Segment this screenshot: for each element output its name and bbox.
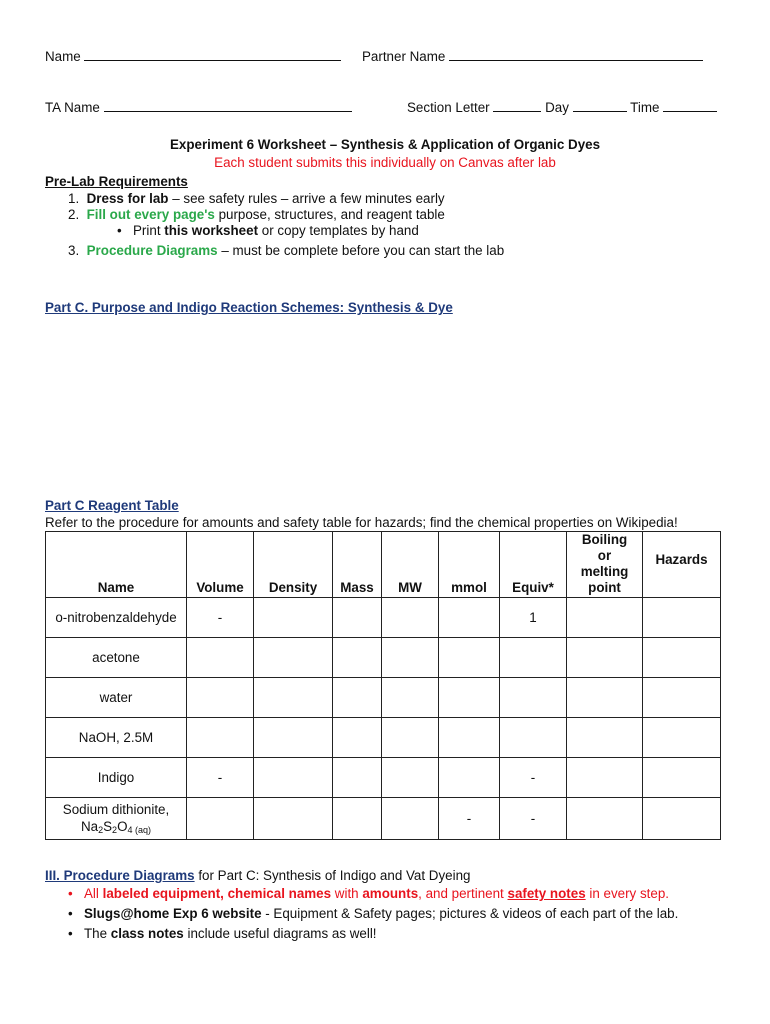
bullet-text: The [84,926,111,941]
col-mw: MW [382,532,439,598]
ta-name-label: TA Name [45,100,100,115]
cell-density[interactable] [254,598,333,638]
cell-mass[interactable] [333,638,382,678]
bullet-text: include useful diagrams as well! [183,926,377,941]
procedure-bullet-1 [68,886,669,901]
prelab-item-3 [68,243,504,258]
col-bp-line4: point [588,580,621,595]
cell-bp[interactable] [567,678,643,718]
cell-bp[interactable] [567,598,643,638]
col-volume: Volume [187,532,254,598]
name-label: Name [45,49,81,64]
procedure-heading-rest: for Part C: Synthesis of Indigo and Vat Dyeing [194,868,471,883]
reagent-table-instructions: Refer to the procedure for amounts and safety table for hazards; find the chemical properties on Wikipedia! [45,515,678,530]
cell-equiv[interactable] [500,718,567,758]
bullet-text: . [665,886,670,901]
table-header-row [46,532,721,598]
procedure-heading: III. Procedure Diagrams [45,868,195,883]
table-row [46,758,721,798]
partner-name-input-line[interactable] [449,48,703,61]
cell-mw[interactable] [382,638,439,678]
cell-mmol[interactable] [439,678,500,718]
list-number: 3. [68,243,80,258]
prelab-item-1-text: – see safety rules – arrive a few minutes early [168,191,445,206]
prelab-item-3-green: Procedure Diagrams [86,243,218,258]
table-row [46,798,721,840]
cell-equiv[interactable] [500,638,567,678]
section-letter-input-line[interactable] [493,99,541,112]
sub-bullet-text: Print [133,223,165,238]
partner-field-row [362,48,703,64]
formula-part: S [103,818,113,834]
cell-name: acetone [46,638,187,678]
prelab-item-3-text: – must be complete before you can start the lab [217,243,505,258]
time-input-line[interactable] [663,99,717,112]
prelab-sub-bullet [117,223,419,238]
cell-density[interactable] [254,798,333,840]
cell-mass[interactable] [333,598,382,638]
cell-volume[interactable]: - [187,598,254,638]
cell-hazards[interactable] [643,718,721,758]
section-field-row [407,99,717,115]
cell-volume[interactable] [187,718,254,758]
col-equiv: Equiv* [500,532,567,598]
cell-density[interactable] [254,638,333,678]
cell-hazards[interactable] [643,798,721,840]
cell-volume[interactable] [187,638,254,678]
cell-mw[interactable] [382,678,439,718]
formula-subscript: 2 [98,824,104,835]
worksheet-title: Experiment 6 Worksheet – Synthesis & Application of Organic Dyes [169,137,601,152]
formula-subscript: 2 [112,824,118,835]
cell-hazards[interactable] [643,678,721,718]
day-input-line[interactable] [573,99,627,112]
bullet-text: All [84,886,103,901]
time-label: Time [630,100,660,115]
prelab-item-2 [68,207,445,222]
cell-mw[interactable] [382,798,439,840]
cell-name: water [46,678,187,718]
bullet-icon: • [117,223,122,238]
cell-hazards[interactable] [643,638,721,678]
cell-density[interactable] [254,758,333,798]
part-c-heading: Part C. Purpose and Indigo Reaction Schemes: Synthesis & Dye [45,300,453,315]
bullet-text: with [331,886,363,901]
col-bp-line3: melting [580,564,629,579]
col-bp-line1: Boiling [581,532,628,547]
cell-equiv[interactable]: - [500,798,567,840]
worksheet-subtitle: Each student submits this individually on Canvas after lab [214,155,556,170]
cell-name: Indigo [46,758,187,798]
bullet-bold: class notes [110,926,184,941]
name-field-row [45,48,341,64]
cell-density[interactable] [254,678,333,718]
cell-name: o-nitrobenzaldehyde [46,598,187,638]
sodium-dithionite-name: Sodium dithionite, [62,801,170,817]
prelab-heading: Pre-Lab Requirements [45,174,188,189]
prelab-item-2-text: purpose, structures, and reagent table [214,207,445,222]
formula-part: O [117,818,128,834]
cell-mw[interactable] [382,718,439,758]
cell-mass[interactable] [333,798,382,840]
col-density: Density [254,532,333,598]
bullet-icon: • [68,886,73,901]
prelab-item-1 [68,191,445,206]
list-number: 1. [68,191,80,206]
cell-mw[interactable] [382,758,439,798]
cell-mmol[interactable] [439,598,500,638]
day-label: Day [545,100,569,115]
col-mass: Mass [333,532,382,598]
col-bp-line2: or [597,548,612,563]
cell-bp[interactable] [567,758,643,798]
procedure-bullet-3 [68,926,377,941]
bullet-text: in every step [585,886,666,901]
cell-mw[interactable] [382,598,439,638]
cell-equiv[interactable]: - [500,758,567,798]
cell-bp[interactable] [567,718,643,758]
table-row [46,598,721,638]
reagent-table-heading: Part C Reagent Table [45,498,179,513]
cell-name: NaOH, 2.5M [46,718,187,758]
cell-density[interactable] [254,718,333,758]
formula-state: (aq) [132,824,152,835]
cell-hazards[interactable] [643,598,721,638]
sub-bullet-bold: this worksheet [164,223,259,238]
cell-volume[interactable] [187,678,254,718]
cell-mmol[interactable] [439,758,500,798]
sodium-dithionite-formula [46,818,186,839]
cell-equiv[interactable] [500,678,567,718]
cell-mass[interactable] [333,678,382,718]
reagent-table [45,531,721,840]
formula-part: Na [80,818,99,834]
slugs-at-home-link[interactable]: Slugs@home Exp 6 website [84,906,262,921]
cell-mass[interactable] [333,758,382,798]
sub-bullet-rest: or copy templates by hand [258,223,419,238]
table-row [46,638,721,678]
procedure-heading-row [45,868,471,883]
ta-field-row [45,99,352,115]
col-hazards: Hazards [643,532,721,598]
col-name: Name [46,532,187,598]
ta-name-input-line[interactable] [104,99,352,112]
cell-name [46,798,187,840]
cell-mmol[interactable] [439,638,500,678]
bullet-bold: labeled equipment, chemical names [102,886,332,901]
table-row [46,678,721,718]
prelab-item-2-green: Fill out every page's [86,207,215,222]
section-letter-label: Section Letter [407,100,490,115]
name-input-line[interactable] [84,48,341,61]
bullet-bold-underline: safety notes [507,886,586,901]
partner-name-label: Partner Name [362,49,446,64]
list-number: 2. [68,207,80,222]
bullet-icon: • [68,906,73,921]
formula-subscript: 4 [127,824,133,835]
bullet-icon: • [68,926,73,941]
cell-mmol[interactable] [439,718,500,758]
col-mmol: mmol [439,532,500,598]
bullet-text: - Equipment & Safety pages; pictures & videos of each part of the lab. [261,906,679,921]
cell-hazards[interactable] [643,758,721,798]
cell-volume[interactable]: - [187,758,254,798]
bullet-bold: amounts [362,886,419,901]
cell-equiv[interactable]: 1 [500,598,567,638]
cell-bp[interactable] [567,638,643,678]
cell-mmol[interactable]: - [439,798,500,840]
table-row [46,718,721,758]
prelab-item-1-bold: Dress for lab [86,191,169,206]
col-boiling-melting-point [567,532,643,598]
cell-volume[interactable] [187,798,254,840]
cell-bp[interactable] [567,798,643,840]
cell-mass[interactable] [333,718,382,758]
bullet-text: , and pertinent [418,886,508,901]
procedure-bullet-2 [68,906,678,921]
